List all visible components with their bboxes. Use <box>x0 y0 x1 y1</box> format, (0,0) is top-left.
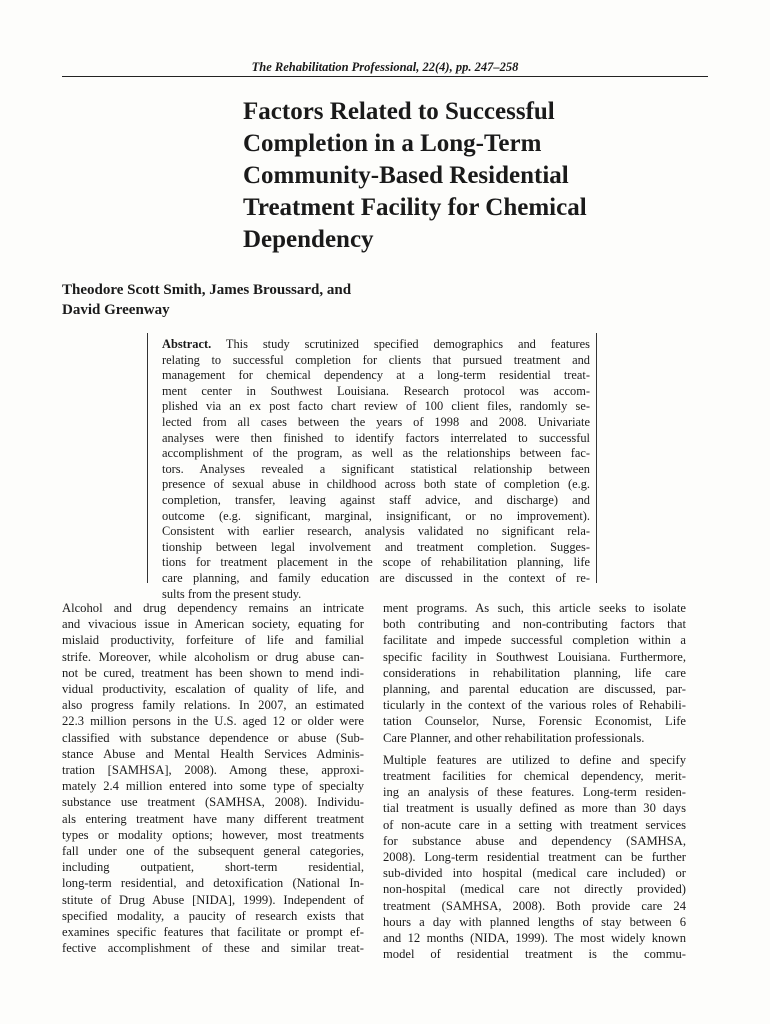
body-line: hours a day with planned lengths of stay between 6 <box>383 914 686 929</box>
body-line: types or modality options; however, most treatments <box>62 827 364 842</box>
body-line: fall under one of the subsequent general categories, <box>62 844 364 859</box>
body-line: ticularly in the context of the various roles of Rehabili- <box>383 698 686 713</box>
body-column-left <box>62 600 364 956</box>
body-line: mately 2.4 million entered into some type of specialty <box>62 779 364 794</box>
body-line: 2008). Long-term residential treatment can be further <box>383 850 686 865</box>
body-line: ing an analysis of these features. Long-term residen- <box>383 785 686 800</box>
body-line: examines specific features that facilitate or prompt ef- <box>62 925 364 940</box>
abstract-line: lected from all cases between the years of 1998 and 2008. Univariate <box>162 414 590 429</box>
body-line: including outpatient, short-term residential, <box>62 860 364 875</box>
abstract-body <box>162 353 590 603</box>
title-line: Treatment Facility for Chemical <box>243 194 587 221</box>
body-line: for substance abuse and dependency (SAMHSA, <box>383 833 686 848</box>
body-line: mislaid productivity, forfeiture of life and familial <box>62 633 364 648</box>
author-line: David Greenway <box>62 302 170 318</box>
body-line: vidual productivity, escalation of quality of life, and <box>62 682 364 697</box>
abstract-line: Consistent with earlier research, analysis validated no significant rela- <box>162 524 590 539</box>
abstract-line: sults from the present study. <box>162 586 302 601</box>
article-title <box>243 96 703 256</box>
abstract-line: plished via an ex post facto chart review of 100 client files, randomly se- <box>162 399 590 414</box>
running-head: The Rehabilitation Professional, 22(4), pp. 247–258 <box>251 60 519 74</box>
body-line: long-term residential, and detoxification (National In- <box>62 876 364 891</box>
abstract-line: outcome (e.g. significant, marginal, insignificant, or no improvement). <box>162 508 590 523</box>
body-line: Alcohol and drug dependency remains an intricate <box>62 601 364 615</box>
body-line: non-hospital (medical care not directly provided) <box>383 882 686 897</box>
title-line: Completion in a Long-Term <box>243 130 542 157</box>
body-column-right <box>383 600 686 962</box>
body-line: facilitate and impede successful completion within a <box>383 633 686 648</box>
abstract-line <box>162 337 590 353</box>
body-line: treatment (SAMHSA, 2008). Both provide care 24 <box>383 898 686 913</box>
body-line: ment programs. As such, this article seeks to isolate <box>383 601 686 615</box>
abstract-line: completion, transfer, leaving against staff advice, and discharge) and <box>162 492 590 507</box>
abstract-line: accomplishment of the program, as well as the relationships between fac- <box>162 446 590 461</box>
body-paragraph <box>383 600 686 746</box>
body-line: 22.3 million persons in the U.S. aged 12 or older were <box>62 714 364 729</box>
title-line: Dependency <box>243 226 374 253</box>
abstract-line: relating to successful completion for clients that pursued treatment and <box>162 352 590 367</box>
body-line: Multiple features are utilized to define and specify <box>383 752 686 767</box>
body-line: substance use treatment (SAMHSA, 2008). Individu- <box>62 795 364 810</box>
body-line: specific facility in Southwest Louisiana. Furthermore, <box>383 649 686 664</box>
body-line: fective accomplishment of these and similar treat- <box>62 941 364 956</box>
abstract-line: tionship between legal involvement and treatment completion. Sugges- <box>162 539 590 554</box>
header-rule <box>62 76 708 77</box>
body-line: and 12 months (NIDA, 1999). The most widely known <box>383 931 686 946</box>
author-list <box>62 280 562 320</box>
body-line: strife. Moreover, while alcoholism or drug abuse can- <box>62 649 364 664</box>
abstract-line: management for chemical dependency at a long-term residential treat- <box>162 368 590 383</box>
body-line: and vivacious issue in American society, equating for <box>62 617 364 632</box>
abstract-line: care planning, and family education are discussed in the context of re- <box>162 570 590 585</box>
title-line: Factors Related to Successful <box>243 98 555 125</box>
body-line: also progress family relations. In 2007, an estimated <box>62 698 364 713</box>
body-paragraph <box>383 752 686 963</box>
author-line: Theodore Scott Smith, James Broussard, and <box>62 282 352 298</box>
body-line: model of residential treatment is the commu- <box>383 947 686 962</box>
body-line: tial treatment is usually defined as more than 30 days <box>383 801 686 816</box>
abstract-label: Abstract. <box>162 337 212 351</box>
body-line: tation Counselor, Nurse, Forensic Economist, Life <box>383 714 686 729</box>
abstract-box <box>147 333 597 601</box>
body-line: stitute of Drug Abuse [NIDA], 1999). Independent of <box>62 892 364 907</box>
body-line: planning, and parental education are discussed, par- <box>383 682 686 697</box>
body-line: not be cured, treatment has been shown to mend indi- <box>62 665 364 680</box>
body-line: als entering treatment have many different treatment <box>62 811 364 826</box>
body-line: sub-divided into hospital (medical care included) or <box>383 866 686 881</box>
body-line: both contributing and non-contributing factors that <box>383 617 686 632</box>
body-line: tration [SAMHSA], 2008). Among these, approxi- <box>62 763 364 778</box>
body-line: Care Planner, and other rehabilitation professionals. <box>383 730 645 745</box>
abstract-line: tors. Analyses revealed a significant statistical relationship between <box>162 461 590 476</box>
body-line: of non-acute care in a setting with treatment services <box>383 817 686 832</box>
title-line: Community-Based Residential <box>243 162 569 189</box>
body-line: treatment facilities for chemical dependency, merit- <box>383 769 686 784</box>
body-line: stance Abuse and Mental Health Services Adminis- <box>62 746 364 761</box>
abstract-line: presence of sexual abuse in childhood across both state of completion (e.g. <box>162 477 590 492</box>
body-line: classified with substance dependence or abuse (Sub- <box>62 730 364 745</box>
body-line: considerations in rehabilitation planning, life care <box>383 665 686 680</box>
abstract-line: analyses were then finished to identify factors interrelated to successful <box>162 430 590 445</box>
body-line: specified modality, a paucity of research exists that <box>62 908 364 923</box>
abstract-line: ment center in Southwest Louisiana. Research protocol was accom- <box>162 383 590 398</box>
abstract-first-line: This study scrutinized specified demographics and features <box>211 337 590 351</box>
abstract-line: tions for treatment placement in the scope of rehabilitation planning, life <box>162 555 590 570</box>
